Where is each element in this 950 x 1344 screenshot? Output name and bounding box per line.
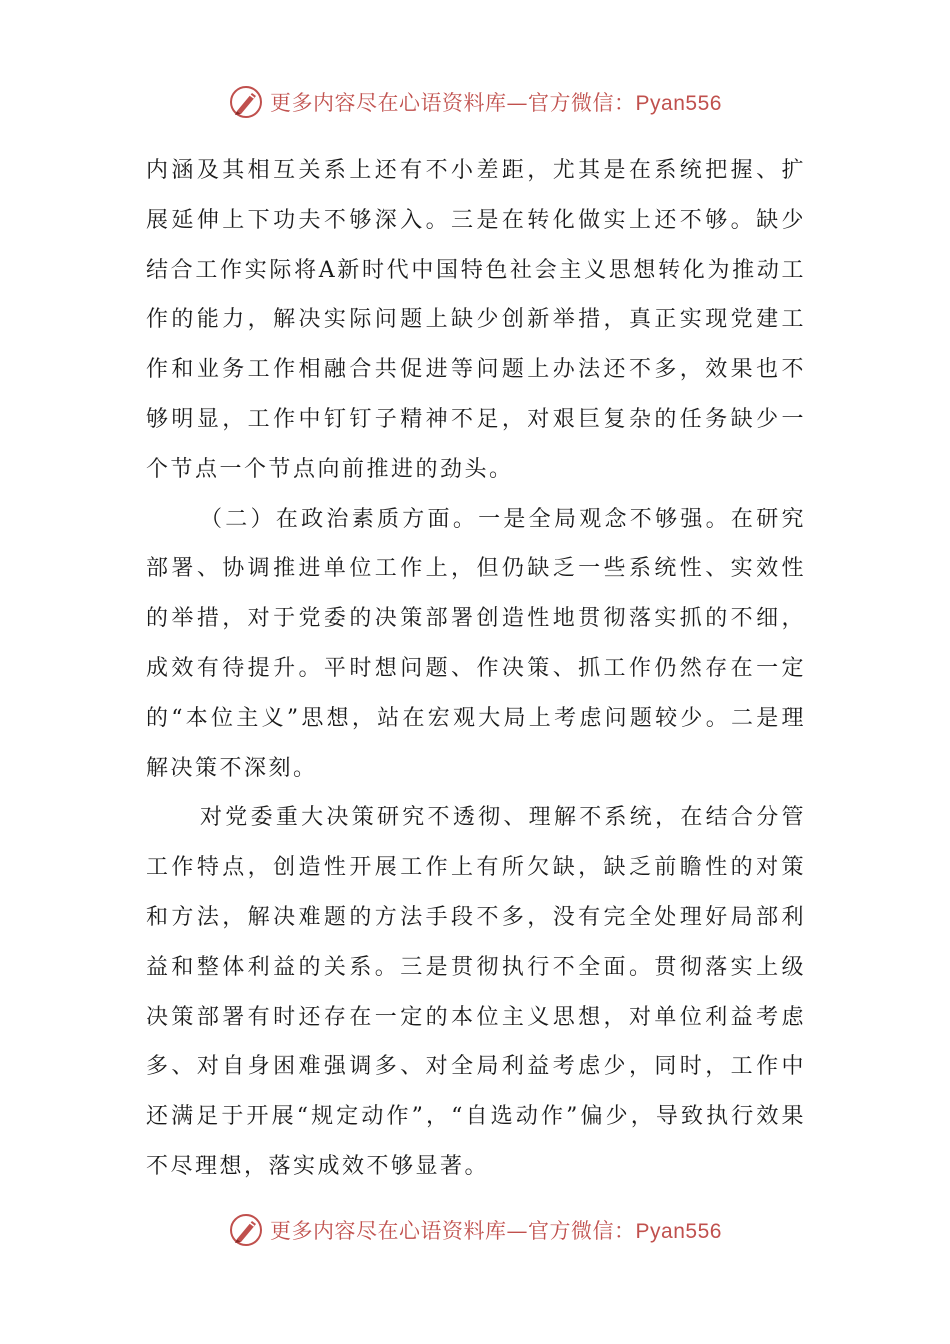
pen-logo-icon xyxy=(228,1212,264,1248)
document-body xyxy=(146,146,806,1192)
pen-logo-icon xyxy=(228,84,264,120)
wechat-id: Pyan556 xyxy=(635,92,722,115)
footer-banner xyxy=(0,1208,950,1252)
paragraph-1: 内涵及其相互关系上还有不小差距，尤其是在系统把握、扩展延伸上下功夫不够深入。三是在转化做实上还不够。缺少结合工作实际将A新时代中国特色社会主义思想转化为推动工作的能力，解决实际问题上缺少创新举措，真正实现党建工作和业务工作相融合共促进等问题上办法还不多，效果也不够明显，工作中钉钉子精神不足，对艰巨复杂的任务缺少一个节点一个节点向前推进的劲头。 xyxy=(146,158,806,482)
banner-text: 更多内容尽在心语资料库—官方微信：Pyan556 xyxy=(270,1219,722,1243)
wechat-id: Pyan556 xyxy=(635,1220,722,1243)
paragraph-3: 对党委重大决策研究不透彻、理解不系统，在结合分管工作特点，创造性开展工作上有所欠缺，缺乏前瞻性的对策和方法，解决难题的方法手段不多，没有完全处理好局部利益和整体利益的关系。三是贯彻执行不全面。贯彻落实上级决策部署有时还存在一定的本位主义思想，对单位利益考虑多、对自身困难强调多、对全局利益考虑少，同时，工作中还满足于开展“规定动作”，“自选动作”偏少，导致执行效果不尽理想，落实成效不够显著。 xyxy=(146,805,806,1179)
header-banner xyxy=(0,80,950,124)
banner-text: 更多内容尽在心语资料库—官方微信：Pyan556 xyxy=(270,91,722,115)
paragraph-2: （二）在政治素质方面。一是全局观念不够强。在研究部署、协调推进单位工作上，但仍缺乏一些系统性、实效性的举措，对于党委的决策部署创造性地贯彻落实抓的不细，成效有待提升。平时想问题、作决策、抓工作仍然存在一定的“本位主义”思想，站在宏观大局上考虑问题较少。二是理解决策不深刻。 xyxy=(146,506,806,781)
